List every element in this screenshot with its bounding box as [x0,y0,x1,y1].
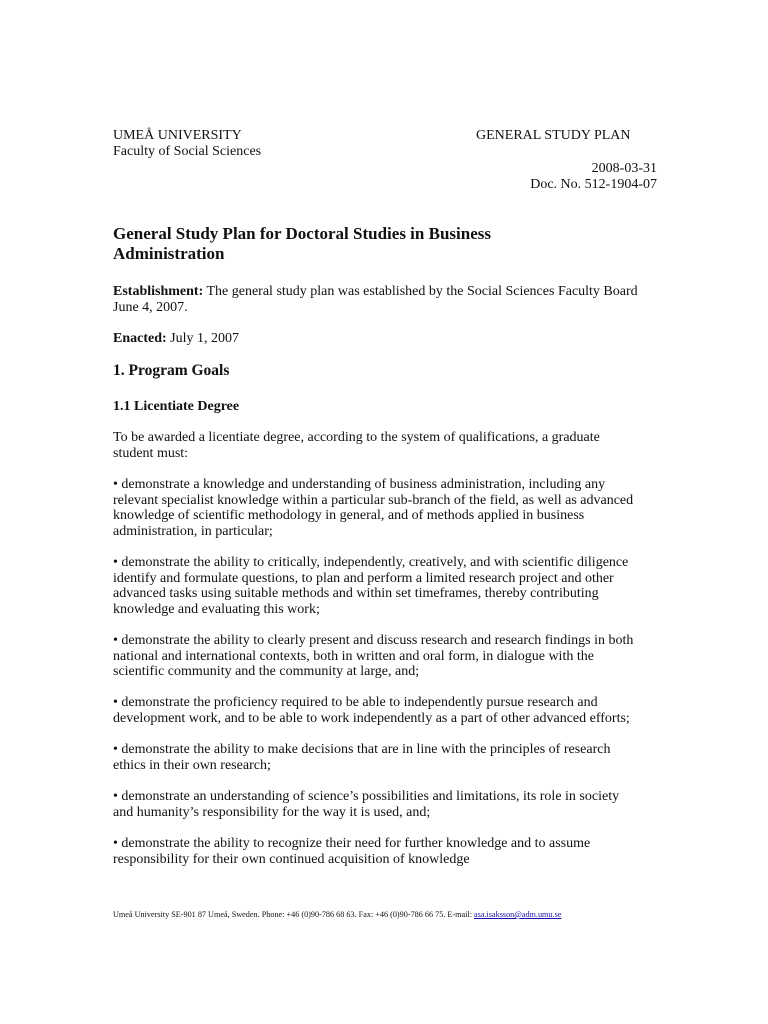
bullet-line: • demonstrate the ability to critically, independently, creatively, and with scientific diligence [113,555,629,570]
intro-line: student must: [113,445,189,461]
bullet-line: scientific community and the community at large, and; [113,664,420,680]
establishment-text-line2: June 4, 2007. [113,299,188,315]
bullet-line: • demonstrate an understanding of science’s possibilities and limitations, its role in society [113,789,620,804]
establishment-text: The general study plan was established by the Social Sciences Faculty Board [203,284,638,299]
bullet-line: • demonstrate the ability to clearly present and discuss research and research findings in both [113,633,634,648]
bullet-line: • demonstrate the ability to make decisions that are in line with the principles of research [113,742,611,757]
footer-email-link[interactable]: asa.isaksson@adm.umu.se [474,910,562,919]
intro-line: To be awarded a licentiate degree, according to the system of qualifications, a graduate [113,430,600,445]
bullet-line: advanced tasks using suitable methods and within set timeframes, thereby contributing [113,586,599,602]
list-item [113,555,663,617]
list-item [113,742,663,773]
title-line: General Study Plan for Doctoral Studies in Business [113,224,491,243]
title-line: Administration [113,244,225,263]
page-title [113,224,673,264]
intro-paragraph [113,430,663,461]
bullet-line: knowledge and evaluating this work; [113,601,320,617]
list-item [113,633,663,680]
bullet-line: development work, and to be able to work independently as a part of other advanced efforts; [113,710,630,726]
bullet-line: • demonstrate the ability to recognize their need for further knowledge and to assume [113,836,591,851]
bullet-line: national and international contexts, both in written and oral form, in dialogue with the [113,648,594,664]
list-item [113,836,663,867]
list-item [113,695,663,726]
enacted-text: July 1, 2007 [166,331,240,346]
document-number: Doc. No. 512-1904-07 [530,177,657,192]
enacted-label: Enacted: [113,331,167,346]
establishment-paragraph [113,284,663,315]
bullet-line: relevant specialist knowledge within a particular sub-branch of the field, as well as advanced [113,492,634,508]
bullet-line: and humanity’s responsibility for the way it is used, and; [113,804,431,820]
list-item [113,477,663,539]
bullet-line: • demonstrate the proficiency required to be able to independently pursue research and [113,695,598,710]
establishment-label: Establishment: [113,284,204,299]
page-footer [113,910,561,920]
list-item [113,789,663,820]
footer-contact-text: Umeå University SE-901 87 Umeå, Sweden. Phone: +46 (0)90-786 68 63. Fax: +46 (0)90-786 66 75. E-mail: [113,910,475,919]
faculty-name: Faculty of Social Sciences [113,144,262,159]
document-date: 2008-03-31 [591,161,657,176]
bullet-line: identify and formulate questions, to plan and perform a limited research project and other [113,570,614,586]
bullet-line: • demonstrate a knowledge and understanding of business administration, including any [113,477,606,492]
document-type: GENERAL STUDY PLAN [476,128,631,143]
enacted-paragraph [113,331,663,347]
university-name: UMEÅ UNIVERSITY [113,128,242,143]
bullet-line: administration, in particular; [113,523,273,539]
bullet-line: ethics in their own research; [113,757,271,773]
section-heading: 1. Program Goals [113,362,230,379]
bullet-line: knowledge of scientific methodology in general, and of methods applied in business [113,508,585,524]
subsection-heading: 1.1 Licentiate Degree [113,399,240,414]
bullet-line: responsibility for their own continued acquisition of knowledge [113,851,470,867]
